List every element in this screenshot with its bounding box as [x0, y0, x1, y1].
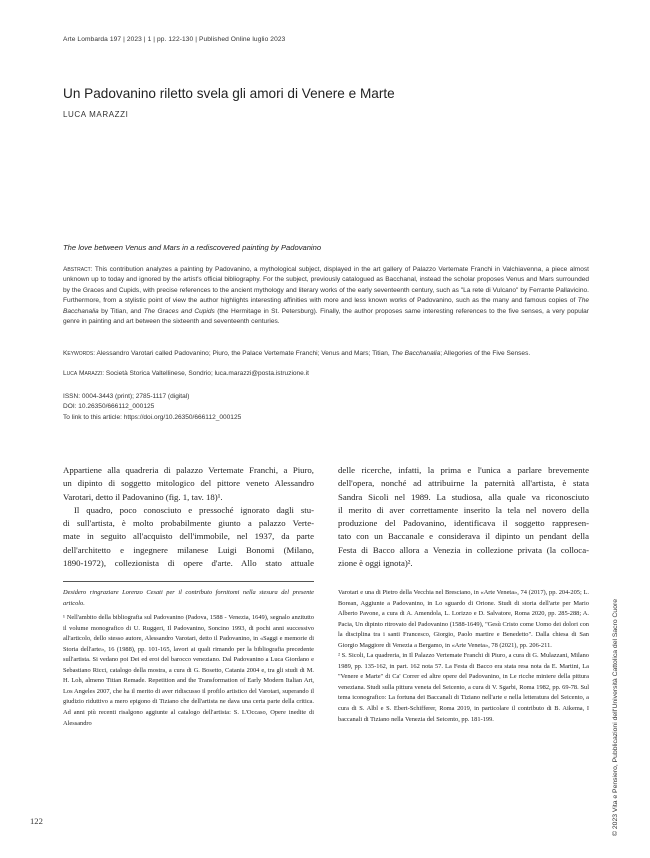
keywords-text: : Alessandro Varotari called Padovanino; Piuro, the Palace Vertemate Franchi; Venus and Mars; Titian,: [93, 350, 392, 357]
body-line: dell'opera, nonché ad attribuirne la paternità all'artista, è stata: [338, 478, 589, 489]
body-paragraph-2: [63, 504, 314, 570]
abstract-text-mid: by Titian, and: [98, 307, 144, 315]
affiliation-name: Luca Marazzi: [63, 370, 103, 377]
body-column-left: [63, 464, 314, 570]
body-line: un dipinto di soggetto mitologico del pittore veneto Alessandro: [63, 478, 314, 489]
body-line: mate in seguito all'acquisto dell'immobile, nel 1937, da parte: [63, 531, 314, 542]
keywords-italic: The Bacchanalia: [391, 350, 441, 357]
footnote-1-continued: Varotari e una di Pietro della Vecchia nel Bresciano, in «Arte Veneta», 74 (2017), pp. 204-205; L. Borean, Aggiunte a Padovanino, in Lo sguardo di Orione. Studi di storia dell'arte per Mario Alberto Pavone, a cura di A. Amendola, L. Lorizzo e D. Salvatore, Roma 2020, pp. 285-288; A. Pacia, Un dipinto ritrovato del Padovanino (1588-1649), "Gesù Cristo come Uomo dei dolori con la disciplina tra i santi Francesco, Giorgio, Paolo martire e Benedetto". Dalla chiesa di San Giorgio Maggiore di Venezia a Bergamo, in «Arte Veneta», 78 (2021), pp. 206-211.: [338, 589, 589, 649]
footnote-1: ¹ Nell'ambito della bibliografia sul Padovanino (Padova, 1588 - Venezia, 1649), segnalo anzitutto il volume monografico di U. Ruggeri, Il Padovanino, Soncino 1993, di pochi anni successivo all'articolo, dello stesso autore, Alessandro Varotari, detto il Padovanino, in «Saggi e memorie di Storia dell'arte», 16 (1988), pp. 101-165, lavori ai quali rimando per la bibliografia precedente sull'artista. Si vedano poi Dei ed eroi del barocco veneziano. Dal Padovanino a Luca Giordano e Sebastiano Ricci, catalogo della mostra, a cura di G. Bosetto, Catania 2004 e, tra gli studi di M. H. Loh, almeno Titian Remade. Repetition and the Transformation of Early Modern Italian Art, Los Angeles 2007, che ha il merito di aver ridiscusso il profilo artistico del Varotari, superando il giudizio riduttivo a mero epigono di Tiziano che dell'artista ne dava una certa parte della critica. Ad anni più recenti risalgono aggiunte al catalogo dell'artista: S. L'Occaso, Opere inedite di Alessandro: [63, 614, 314, 727]
body-line: Appartiene alla quadreria di palazzo Vertemate Franchi, a Piuro,: [63, 465, 314, 475]
body-paragraph-1: [63, 464, 314, 504]
affiliation-text: : Società Storica Valtellinese, Sondrio; luca.marazzi@posta.istruzione.it: [102, 370, 309, 377]
page-number: 122: [30, 816, 43, 826]
footnotes-left: [63, 588, 314, 729]
body-column-right: [338, 464, 589, 570]
body-line: Varotari, detto il Padovanino (fig. 1, tav. 18)¹.: [63, 491, 223, 502]
body-paragraph-3: [338, 464, 589, 570]
running-head: Arte Lombarda 197 | 2023 | 1 | pp. 122-130 | Published Online luglio 2023: [63, 36, 286, 43]
issn: ISSN: 0004-3443 (print); 2785-1117 (digital): [63, 393, 190, 400]
abstract: [63, 265, 589, 328]
article-link[interactable]: To link to this article: https://doi.org/10.26350/666112_000125: [63, 413, 242, 421]
body-line: zione è oggi ignota)².: [338, 558, 413, 569]
body-line: dell'architetto e ingegnere milanese Luigi Bonomi (Milano,: [63, 544, 314, 555]
abstract-label: Abstract: [63, 266, 91, 273]
keywords-label: Keywords: [63, 350, 94, 357]
publication-meta: [63, 392, 241, 423]
abstract-text: : This contribution analyzes a painting by Padovanino, a mythological subject, displayed in the art gallery of Palazzo Vertemate Franchi in Valchiavenna, a piece almost unknown up to today and ignored by the artist's official bibliography. For the subject, previously catalogued as Bacchanal, instead the scholar proposes Venus and Mars surrounded by the Graces and Cupids, with precise references to the ancient mythology and literary works of the early seventeenth century, such as "La rete di Vulcano" by Ferrante Pallavicino. Furthermore, from a stylistic point of view the author highlights interesting affinities with more and less known works of Padovanino, such as the many and famous copies of: [63, 266, 589, 305]
footnotes-right: [338, 588, 589, 725]
body-line: delle ricerche, infatti, la prima e l'unica a parlare brevemente: [338, 465, 589, 475]
article-author: LUCA MARAZZI: [63, 110, 129, 119]
english-title: The love between Venus and Mars in a rediscovered painting by Padovanino: [63, 243, 322, 252]
author-affiliation: [63, 370, 593, 377]
body-line: tato con un Baccanale e considerava il dipinto un pendant della: [338, 531, 589, 542]
article-title: Un Padovanino riletto svela gli amori di Venere e Marte: [63, 86, 395, 101]
abstract-text-end: (the Hermitage in St. Petersburg). Finally, the author proposes same interesting references to the five senses, a very popular genre in painting and art between the sixteenth and seventeenth centuries.: [63, 307, 589, 326]
copyright-notice: © 2023 Vita e Pensiero, Pubblicazioni dell'Università Cattolica del Sacro Cuore: [612, 598, 619, 836]
footnote-2: ² S. Sicoli, La quadreria, in Il Palazzo Vertemate Franchi di Piuro, a cura di G. Mulazzani, Milano 1989, pp. 135-162, in part. 162 nota 57. La Festa di Bacco era stata resa nota da E. Martini, La "Venere e Marte" di Ca' Correr ed altre opere del Padovanino, in Le ricche miniere della pittura veneziana. Studi sulla pittura veneta del Seicento, a cura di V. Sgarbi, Roma 1982, pp. 69-78. Sul tema iconografico: La fortuna dei Baccanali di Tiziano nell'arte e nella letteratura del Seicento, a cura di S. Albl e S. Ebert-Schifferer, Roma 2019, in particolare il contributo di B. Aikema, I baccanali di Tiziano nella Venezia del Seicento, pp. 181-199.: [338, 652, 589, 723]
body-line: Festa di Bacco allora a Venezia in collezione privata (la colloca-: [338, 544, 589, 555]
body-line: il merito di aver correttamente inserito la tela nel novero della: [338, 504, 589, 515]
abstract-title-bacchanalia: The Bacchanalia: [63, 297, 589, 315]
footnote-rule: [63, 581, 314, 582]
body-line: 1890-1972), collezionista di opere d'arte. Allo stato attuale: [63, 558, 314, 569]
keywords: [63, 350, 593, 357]
keywords-end: ; Allegories of the Five Senses.: [440, 350, 531, 357]
body-line: di sull'artista, è molto probabilmente giunto a palazzo Verte-: [63, 518, 314, 529]
body-line: produzione del Padovanino, identificava il soggetto rappresen-: [338, 518, 589, 529]
acknowledgment-note: Desidero ringraziare Lorenzo Cesati per il contributo fornitomi nella stesura del presente articolo.: [63, 589, 314, 607]
body-line: Il quadro, poco conosciuto e pressoché ignorato dagli stu-: [74, 504, 314, 515]
doi: DOI: 10.26350/666112_000125: [63, 403, 155, 411]
body-line: Sandra Sicoli nel 1989. La studiosa, alla quale va riconosciuto: [338, 491, 589, 502]
abstract-title-graces: The Graces and Cupids: [143, 307, 215, 315]
